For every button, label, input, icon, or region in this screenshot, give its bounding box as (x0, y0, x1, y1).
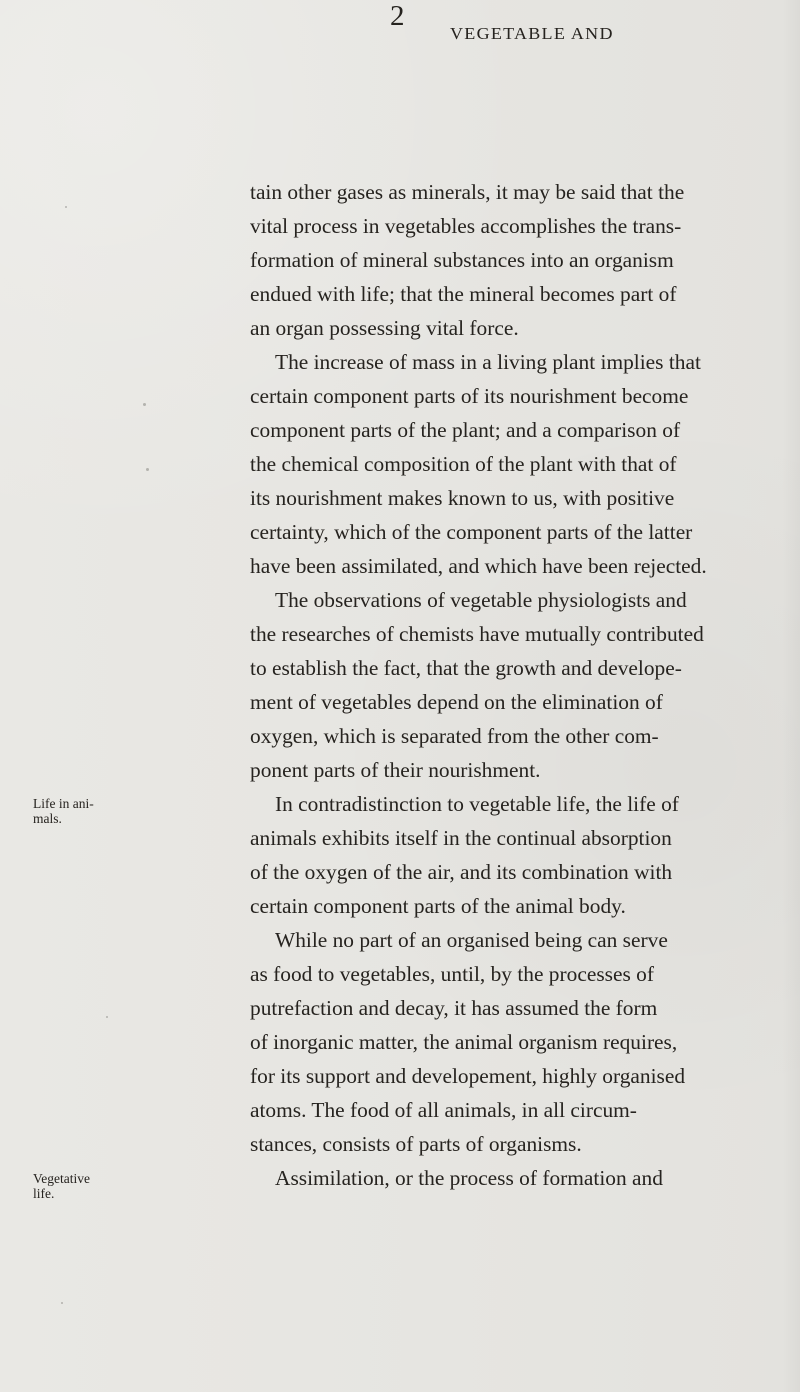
body-line: ponent parts of their nourishment. (250, 758, 541, 782)
body-line: of inorganic matter, the animal organism requires, (250, 1030, 678, 1054)
body-line: an organ possessing vital force. (250, 316, 519, 340)
paragraph-start-line: In contradistinction to vegetable life, the life of (275, 792, 679, 816)
paper-speck (146, 468, 149, 471)
page-edge-shadow (782, 0, 800, 1392)
margin-note-vegetative-life-line-1: Vegetative (33, 1171, 90, 1186)
body-line: certain component parts of the animal body. (250, 894, 626, 918)
body-line: ment of vegetables depend on the elimination of (250, 690, 663, 714)
paper-speck (143, 403, 146, 406)
paper-speck (65, 206, 67, 208)
paper-speck (61, 1302, 63, 1304)
body-line: certainty, which of the component parts of the latter (250, 520, 693, 544)
body-line: of the oxygen of the air, and its combination with (250, 860, 673, 884)
body-line: the chemical composition of the plant with that of (250, 452, 677, 476)
running-title: VEGETABLE AND (450, 24, 614, 43)
body-line: for its support and developement, highly organised (250, 1064, 686, 1088)
body-line: atoms. The food of all animals, in all circum- (250, 1098, 637, 1122)
paragraph-start-line: Assimilation, or the process of formation and (275, 1166, 663, 1190)
paragraph-start-line: While no part of an organised being can serve (275, 928, 668, 952)
body-line: component parts of the plant; and a comparison of (250, 418, 681, 442)
body-line: certain component parts of its nourishment become (250, 384, 689, 408)
body-line: the researches of chemists have mutually contributed (250, 622, 704, 646)
body-line: endued with life; that the mineral becomes part of (250, 282, 677, 306)
body-line: putrefaction and decay, it has assumed the form (250, 996, 658, 1020)
body-line: stances, consists of parts of organisms. (250, 1132, 582, 1156)
page-number: 2 (390, 0, 405, 32)
body-line: have been assimilated, and which have been rejected. (250, 554, 707, 578)
body-line: tain other gases as minerals, it may be said that the (250, 180, 685, 204)
body-line: vital process in vegetables accomplishes the trans- (250, 214, 682, 238)
margin-note-life-animals-line-2: mals. (33, 811, 62, 826)
body-line: oxygen, which is separated from the other com- (250, 724, 659, 748)
body-line: formation of mineral substances into an organism (250, 248, 674, 272)
body-line: as food to vegetables, until, by the processes of (250, 962, 654, 986)
paragraph-start-line: The increase of mass in a living plant implies that (275, 350, 701, 374)
margin-note-life-animals-line-1: Life in ani- (33, 796, 94, 811)
body-line: to establish the fact, that the growth and develope- (250, 656, 682, 680)
body-line: animals exhibits itself in the continual absorption (250, 826, 672, 850)
margin-note-vegetative-life-line-2: life. (33, 1186, 55, 1201)
paper-speck (106, 1016, 108, 1018)
paragraph-start-line: The observations of vegetable physiologists and (275, 588, 687, 612)
body-line: its nourishment makes known to us, with positive (250, 486, 675, 510)
